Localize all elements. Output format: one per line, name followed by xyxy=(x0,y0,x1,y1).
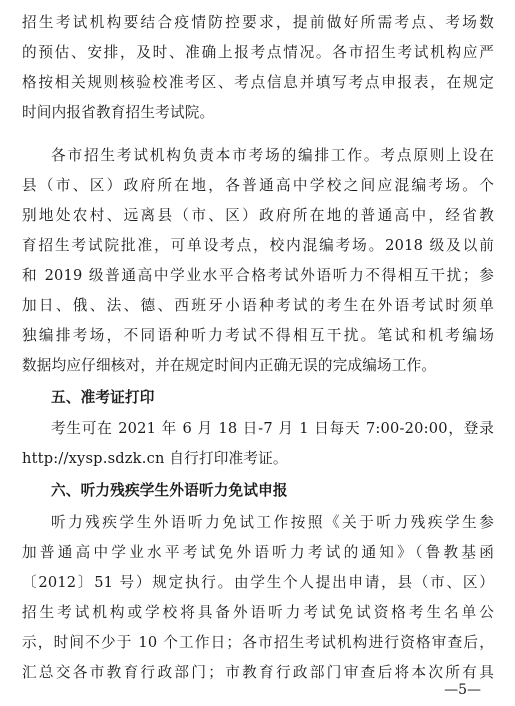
text-line-15: http://xysp.sdzk.cn 自行打印准考证。 xyxy=(22,450,288,467)
text-line-20: 招生考试机构或学校将具备外语听力考试免试资格考生名单公 xyxy=(22,604,494,621)
text-line-10: 加日、俄、法、德、西班牙小语种考试的考生在外语考试时须单 xyxy=(22,297,494,314)
text-line-9: 和 2019 级普通高中学业水平合格考试外语听力不得相互干扰；参 xyxy=(22,267,494,284)
text-line-19: 〔2012〕51 号）规定执行。由学生个人提出申请，县（市、区） xyxy=(22,574,494,591)
text-line-8: 育招生考试院批准，可单设考点，校内混编考场。2018 级及以前 xyxy=(22,237,494,254)
page-number: —5— xyxy=(444,682,481,698)
text-line-2: 的预估、安排，及时、准确上报考点情况。各市招生考试机构应严 xyxy=(22,44,494,61)
text-line-6: 县（市、区）政府所在地，各普通高中学校之间应混编考场。个 xyxy=(22,177,494,194)
section-heading-6: 六、听力残疾学生外语听力免试申报 xyxy=(51,482,288,499)
text-line-18: 加普通高中学业水平考试免外语听力考试的通知》（鲁教基函 xyxy=(22,544,494,561)
text-line-14: 考生可在 2021 年 6 月 18 日-7 月 1 日每天 7:00-20:00，登录 xyxy=(51,420,494,437)
section-heading-5: 五、准考证打印 xyxy=(51,389,155,406)
text-line-12: 数据均应仔细核对，并在规定时间内正确无误的完成编场工作。 xyxy=(22,357,437,374)
text-line-1: 招生考试机构要结合疫情防控要求，提前做好所需考点、考场数 xyxy=(22,14,494,31)
text-line-17: 听力残疾学生外语听力免试工作按照《关于听力残疾学生参 xyxy=(51,514,494,531)
text-line-3: 格按相关规则核验校准考区、考点信息并填写考点申报表，在规定 xyxy=(22,74,494,91)
text-line-7: 别地处农村、远离县（市、区）政府所在地的普通高中，经省教 xyxy=(22,207,494,224)
text-line-11: 独编排考场，不同语种听力考试不得相互干扰。笔试和机考编场 xyxy=(22,327,494,344)
text-line-4: 时间内报省教育招生考试院。 xyxy=(22,104,215,121)
text-line-21: 示，时间不少于 10 个工作日；各市招生考试机构进行资格审查后， xyxy=(22,634,494,651)
text-line-22: 汇总交各市教育行政部门；市教育行政部门审查后将本次所有具 xyxy=(22,664,494,681)
text-line-5: 各市招生考试机构负责本市考场的编排工作。考点原则上设在 xyxy=(51,147,494,164)
